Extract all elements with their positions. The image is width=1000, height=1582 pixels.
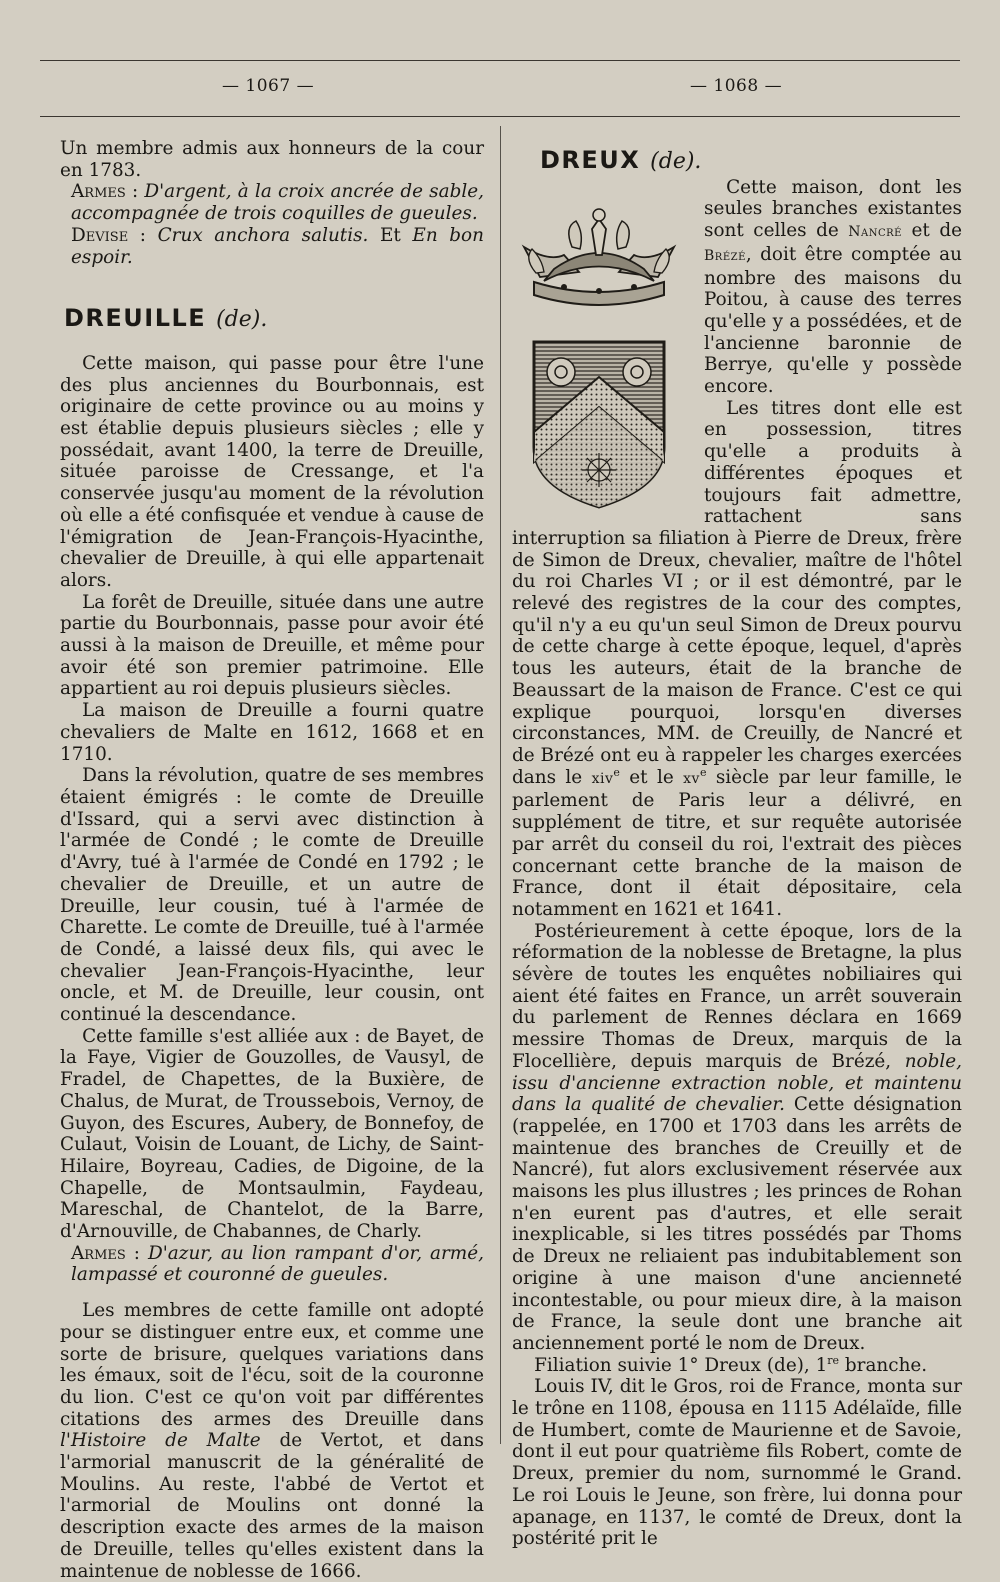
dreux-heading-name: DREUX: [540, 146, 641, 174]
coat-of-arms-icon: [504, 177, 694, 517]
breze-name: Brézé: [704, 247, 746, 264]
dreuille-armes-text: D'azur, au lion rampant d'or, armé, lampassé et couronné de gueules.: [71, 1242, 484, 1286]
right-page-number: — 1068 —: [690, 76, 783, 96]
dreuille-paragraph-6: Les membres de cette famille ont adopté pour se distinguer entre eux, et comme une sorte de brisure, quelques variations dans les émaux, soit de l'écu, soit de la couronne du lion. C'est ce qu'on voit par différentes citations des armes des Dreuille dans l'Histoire de Malte de Vertot, et dans l'armorial manuscrit de la généralité de Moulins. Au reste, l'abbé de Vertot et l'armorial de Moulins ont donné la description exacte des armes de la maison de Dreuille, telles qu'elles existent dans la maintenue de noblesse de 1666.: [60, 1300, 484, 1582]
dreuille-paragraph-4: Dans la révolution, quatre de ses membres étaient émigrés : le comte de Dreuille d'Issard, qui a servi avec distinction à l'armée de Condé ; le comte de Dreuille d'Avry, tué à l'armée de Condé en 1792 ; le chevalier de Dreuille, et un autre de Dreuille, leur cousin, tué à l'armée de Charette. Le comte de Dreuille, tué à l'armée de Condé, a laissé deux fils, qui avec le chevalier Jean-François-Hyacinthe, leur oncle, et M. de Dreuille, leur cousin, ont continué la descendance.: [60, 765, 484, 1026]
column-divider: [500, 126, 501, 1444]
dreux-paragraph-3: Postérieurement à cette époque, lors de la réformation de la noblesse de Bretagne, la plus sévère de toutes les enquêtes nobiliaires qui aient été faites en France, un arrêt souverain du parlement de Rennes déclara en 1669 messire Thomas de Dreux, marquis de la Flocellière, depuis marquis de Brézé, noble, issu d'ancienne extraction noble, et maintenu dans la qualité de chevalier. Cette désignation (rappelée, en 1700 et 1703 dans les arrêts de maintenue des branches de Creuilly et de Nancré), fut alors exclusivement réservée aux maisons les plus illustres ; les princes de Rohan n'en eurent pas d'autres, et elle serait inexplicable, si les titres possédés par Thoms de Dreux ne reliaient pas indubitablement son origine à une maison d'une ancienneté incontestable, ou pour mieux dire, à la maison de France, la seule dont une branche ait anciennement porté le nom de Dreux.: [512, 920, 962, 1354]
dreux-heading-particle: (de).: [650, 149, 702, 174]
dreuille-paragraph-3: La maison de Dreuille a fourni quatre chevaliers de Malte en 1612, 1668 et en 1710.: [60, 700, 484, 765]
nancre-name: Nancré: [848, 224, 902, 241]
devise-connector: Et: [368, 224, 413, 246]
devise-label: Devise :: [71, 224, 146, 246]
armes-paragraph: [60, 181, 484, 224]
coat-of-arms-svg: [504, 177, 694, 517]
dreuille-armes-label: Armes :: [71, 1242, 140, 1264]
armes-label: Armes :: [71, 181, 139, 203]
right-column: [512, 138, 962, 1550]
shield-icon: [534, 342, 664, 507]
dreux-paragraph-1: Cette maison, dont les seules branches existantes sont celles de Nancré et de Brézé, doit être comptée au nombre des maisons du Poitou, à cause des terres qu'elle y a possédées, et de l'ancienne baronnie de Berrye, qu'elle y possède encore.: [704, 176, 962, 398]
crown-icon: [524, 209, 674, 305]
dreuille-paragraph-2: La forêt de Dreuille, située dans une autre partie du Bourbonnais, passe pour avoir été aussi à la maison de Dreuille, et même pour avoir été son premier patrimoine. Elle appartient au roi depuis plusieurs siècles.: [60, 591, 484, 700]
dreuille-heading-name: DREUILLE: [64, 304, 207, 333]
devise-motto-2: En bon espoir.: [71, 224, 484, 268]
dreuille-paragraph-5: Cette famille s'est alliée aux : de Bayet, de la Faye, Vigier de Gouzolles, de Vausyl, de Fradel, de Chapettes, de la Buxière, de Chalus, de Murat, de Troussebois, Vernoy, de Guyon, des Escures, Aubery, de Bonnefoy, de Culaut, Voisin de Louant, de Lichy, de Saint-Hilaire, Boyreau, Cadies, de Digoine, de la Chapelle, de Montsaulmin, Faydeau, Mareschal, de Chantelot, de la Barre, d'Arnouville, de Chabannes, de Charly.: [60, 1025, 484, 1243]
dreuille-paragraph-1: Cette maison, qui passe pour être l'une des plus anciennes du Bourbonnais, est originaire de cette province ou au moins y est établie depuis plusieurs siècles ; elle y possédait, avant 1400, la terre de Dreuille, située paroisse de Cressange, et l'a conservée jusqu'au moment de la révolution où elle a été confisquée et vendue à cause de l'émigration de Jean-François-Hyacinthe, chevalier de Dreuille, à qui elle appartenait alors.: [60, 352, 484, 591]
dreuille-armes-paragraph: [60, 1243, 484, 1286]
devise-paragraph: [60, 225, 484, 268]
dreux-paragraph-2: Les titres dont elle est en possession, titres qu'elle a produits à différentes époques et toujours fait admettre, rattachent sans interruption sa filiation à Pierre de Dreux, frère de Simon de Dreux, chevalier, maître de l'hôtel du roi Charles VI ; or il est démontré, par le relevé des registres de la cour des comptes, qu'il n'y a eu qu'un seul Simon de Dreux pourvu de cette charge à cette époque, lequel, d'après tous les auteurs, était de la branche de Beaussart de la maison de France. C'est ce qui explique pourquoi, lorsqu'en diverses circonstances, MM. de Creuilly, de Nancré et de Brézé ont eu à rappeler les charges exercées dans le xiv$^e$ et le $xv^e$ siècle par leur famille, le parlement de Paris leur a délivré, en supplément de titre, et sur requête autorisée par arrêt du conseil du roi, l'extrait des pièces concernant cette branche de la maison de France, dont il était dépositaire, cela notamment en 1621 et 1641.: [512, 397, 963, 920]
dreux-paragraph-5: Louis IV, dit le Gros, roi de France, monta sur le trône en 1108, épousa en 1115 Adélaïde, fille de Humbert, comte de Maurienne et de Savoie, dont il eut pour quatrième fils Robert, comte de Dreux, premier du nom, surnommé le Grand. Le roi Louis le Jeune, son frère, lui donna pour apanage, en 1137, le comté de Dreux, dont la postérité prit le: [512, 1376, 962, 1550]
left-page-number: — 1067 —: [222, 76, 315, 96]
histoire-de-malte-title: l'Histoire de Malte: [60, 1430, 261, 1452]
left-column: [60, 138, 484, 1582]
armes-text: D'argent, à la croix ancrée de sable, accompagnée de trois coquilles de gueules.: [71, 181, 484, 225]
dreux-heading: [540, 146, 962, 174]
dreuille-heading-particle: (de).: [216, 307, 268, 333]
dreuille-heading: [64, 304, 484, 333]
top-rule: [40, 60, 960, 61]
header-rule: [40, 116, 960, 117]
devise-motto-1: Crux anchora salutis.: [157, 224, 369, 246]
dreux-paragraph-4: Filiation suivie 1° Dreux (de), 1re branche.: [534, 1353, 928, 1376]
intro-text: Un membre admis aux honneurs de la cour en 1783.: [60, 138, 484, 181]
